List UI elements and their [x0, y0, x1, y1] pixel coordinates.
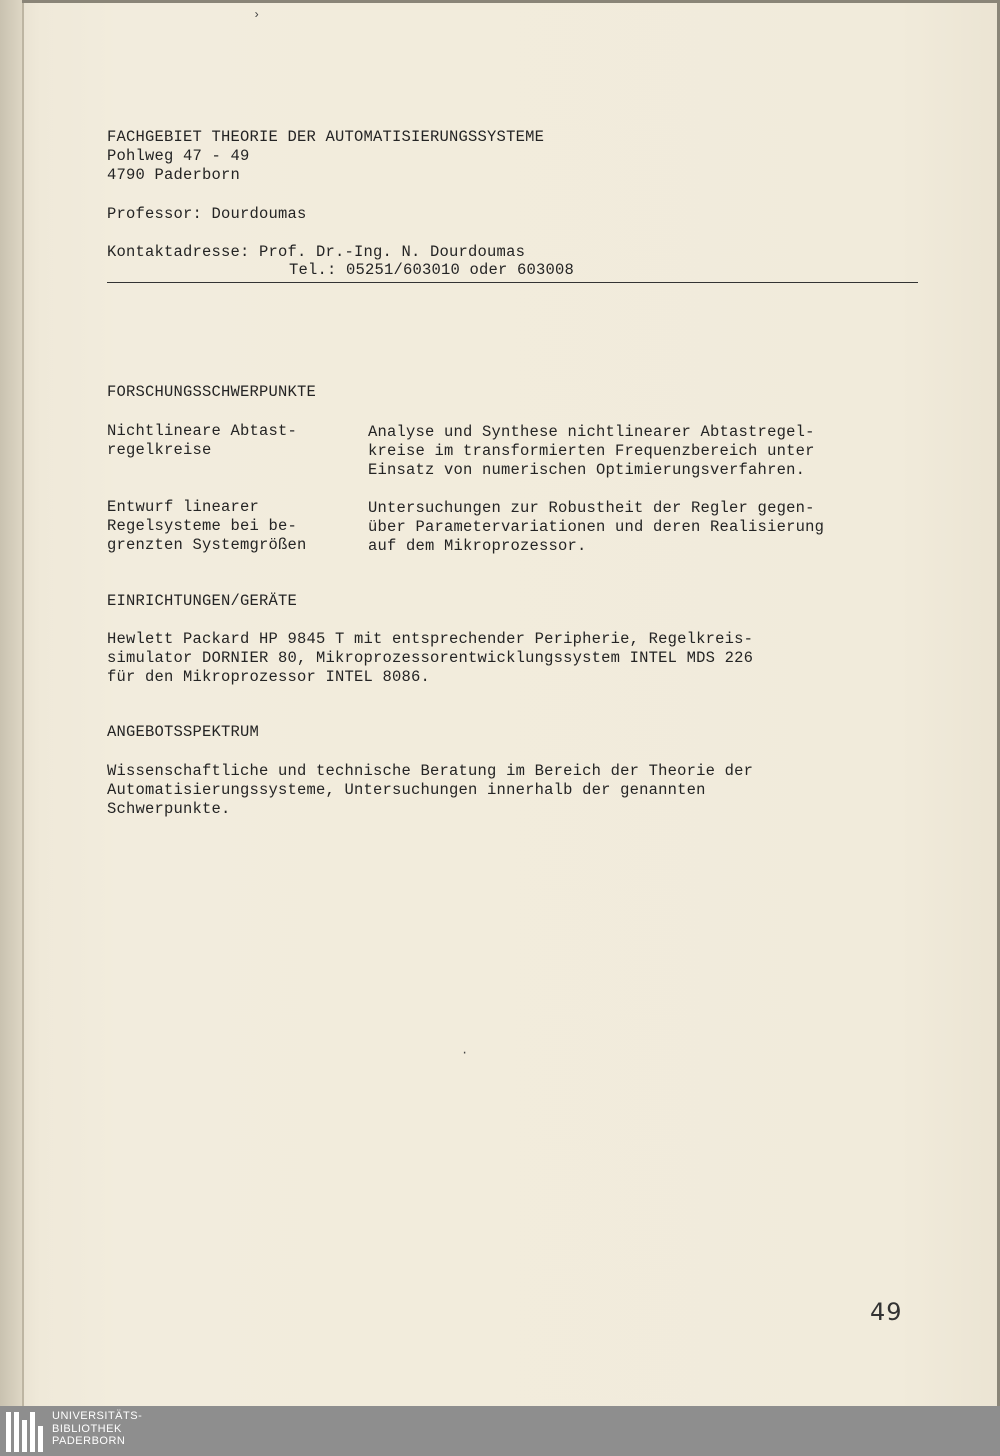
logo-line-2: BIBLIOTHEK	[52, 1422, 122, 1435]
logo-line-1: UNIVERSITÄTS-	[52, 1410, 143, 1422]
library-logo-icon	[6, 1412, 43, 1452]
phone-line: Tel.: 05251/603010 oder 603008	[289, 261, 575, 279]
header-divider	[107, 282, 918, 283]
professor-line: Professor: Dourdoumas	[107, 205, 307, 223]
research-topic-2: Entwurf linearer Regelsysteme bei be- grenzten Systemgrößen	[107, 498, 307, 554]
page-number: 49	[870, 1298, 903, 1326]
library-footer	[0, 1406, 1000, 1456]
institute-name: FACHGEBIET THEORIE DER AUTOMATISIERUNGSSYSTEME	[107, 128, 545, 146]
library-logo-text	[52, 1410, 142, 1448]
contact-line: Kontaktadresse: Prof. Dr.-Ing. N. Dourdoumas	[107, 243, 526, 261]
address-street: Pohlweg 47 - 49	[107, 147, 250, 165]
research-description-2: Untersuchungen zur Robustheit der Regler gegen- über Parametervariationen und deren Realisierung auf dem Mikroprozessor.	[368, 499, 825, 555]
book-spine-shadow	[0, 0, 22, 1406]
top-border	[22, 0, 1000, 3]
research-topic-1: Nichtlineare Abtast- regelkreise	[107, 422, 298, 459]
offers-text: Wissenschaftliche und technische Beratung im Bereich der Theorie der Automatisierungssysteme, Untersuchungen innerhalb der genannten Schwerpunkte.	[107, 762, 754, 818]
offers-heading: ANGEBOTSSPEKTRUM	[107, 723, 260, 741]
stray-mark: ›	[253, 8, 261, 22]
equipment-heading: EINRICHTUNGEN/GERÄTE	[107, 592, 298, 610]
research-heading: FORSCHUNGSSCHWERPUNKTE	[107, 383, 317, 401]
page-edge	[22, 0, 24, 1406]
stray-dot: ·	[461, 1046, 469, 1060]
research-description-1: Analyse und Synthese nichtlinearer Abtastregel- kreise im transformierten Frequenzbereich unter Einsatz von numerischen Optimierungsverfahren.	[368, 423, 815, 479]
equipment-text: Hewlett Packard HP 9845 T mit entsprechender Peripherie, Regelkreis- simulator DORNIER 80, Mikroprozessorentwicklungssystem INTEL MDS 226 für den Mikroprozessor INTEL 8086.	[107, 630, 754, 686]
address-city: 4790 Paderborn	[107, 166, 241, 184]
logo-line-3: PADERBORN	[52, 1435, 126, 1447]
